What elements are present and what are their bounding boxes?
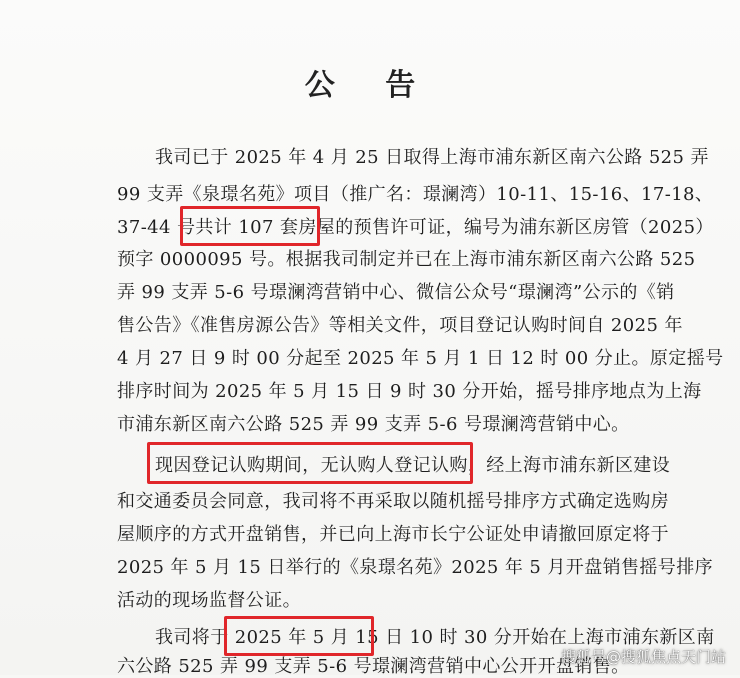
- paragraph-line: 六公路 525 弄 99 支弄 5-6 号璟澜湾营销中心公开开盘销售。: [117, 656, 630, 677]
- highlight-box-no-subscribers: [147, 442, 473, 484]
- watermark: 搜狐号@搜狐焦点天门站: [560, 648, 726, 666]
- paragraph-line: 预字 0000095 号。根据我司制定并已在上海市浦东新区南六公路 525: [117, 249, 696, 270]
- paragraph-line: 37-44 号共计 107 套房屋的预售许可证，编号为浦东新区房管（2025）: [117, 217, 714, 238]
- paragraph-line: 2025 年 5 月 15 日举行的《泉璟名苑》2025 年 5 月开盘销售摇号排序: [117, 557, 713, 578]
- paragraph-line: 我司已于 2025 年 4 月 25 日取得上海市浦东新区南六公路 525 弄: [155, 147, 709, 168]
- paragraph-line: 活动的现场监督公证。: [117, 590, 301, 611]
- paragraph-line: 4 月 27 日 9 时 00 分起至 2025 年 5 月 1 日 12 时 00 分止。原定摇号: [117, 348, 724, 369]
- paragraph-line: 和交通委员会同意，我司将不再采取以随机摇号排序方式确定选购房: [117, 491, 669, 512]
- paragraph-line: 99 支弄《泉璟名苑》项目（推广名：璟澜湾）10-11、15-16、17-18、: [117, 184, 714, 205]
- paragraph-line: 市浦东新区南六公路 525 弄 99 支弄 5-6 号璟澜湾营销中心。: [117, 414, 630, 435]
- paragraph-line: 现因登记认购期间，无认购人登记认购，经上海市浦东新区建设: [155, 455, 671, 476]
- paragraph-line: 屋顺序的方式开盘销售，并已向上海市长宁公证处申请撤回原定将于: [117, 524, 669, 545]
- highlight-box-107-units: [180, 206, 320, 246]
- paragraph-line: 排序时间为 2025 年 5 月 15 日 9 时 30 分开始，摇号排序地点为上海: [117, 381, 702, 402]
- highlight-box-opening-date: [224, 616, 374, 656]
- paragraph-line: 弄 99 支弄 5-6 号璟澜湾营销中心、微信公众号“璟澜湾”公示的《销: [117, 282, 675, 303]
- notice-title: 公 告: [304, 68, 436, 103]
- paragraph-line: 我司将于 2025 年 5 月 15 日 10 时 30 分开始在上海市浦东新区南: [155, 627, 715, 648]
- paragraph-line: 售公告》《准售房源公告》等相关文件，项目登记认购时间自 2025 年: [117, 315, 683, 336]
